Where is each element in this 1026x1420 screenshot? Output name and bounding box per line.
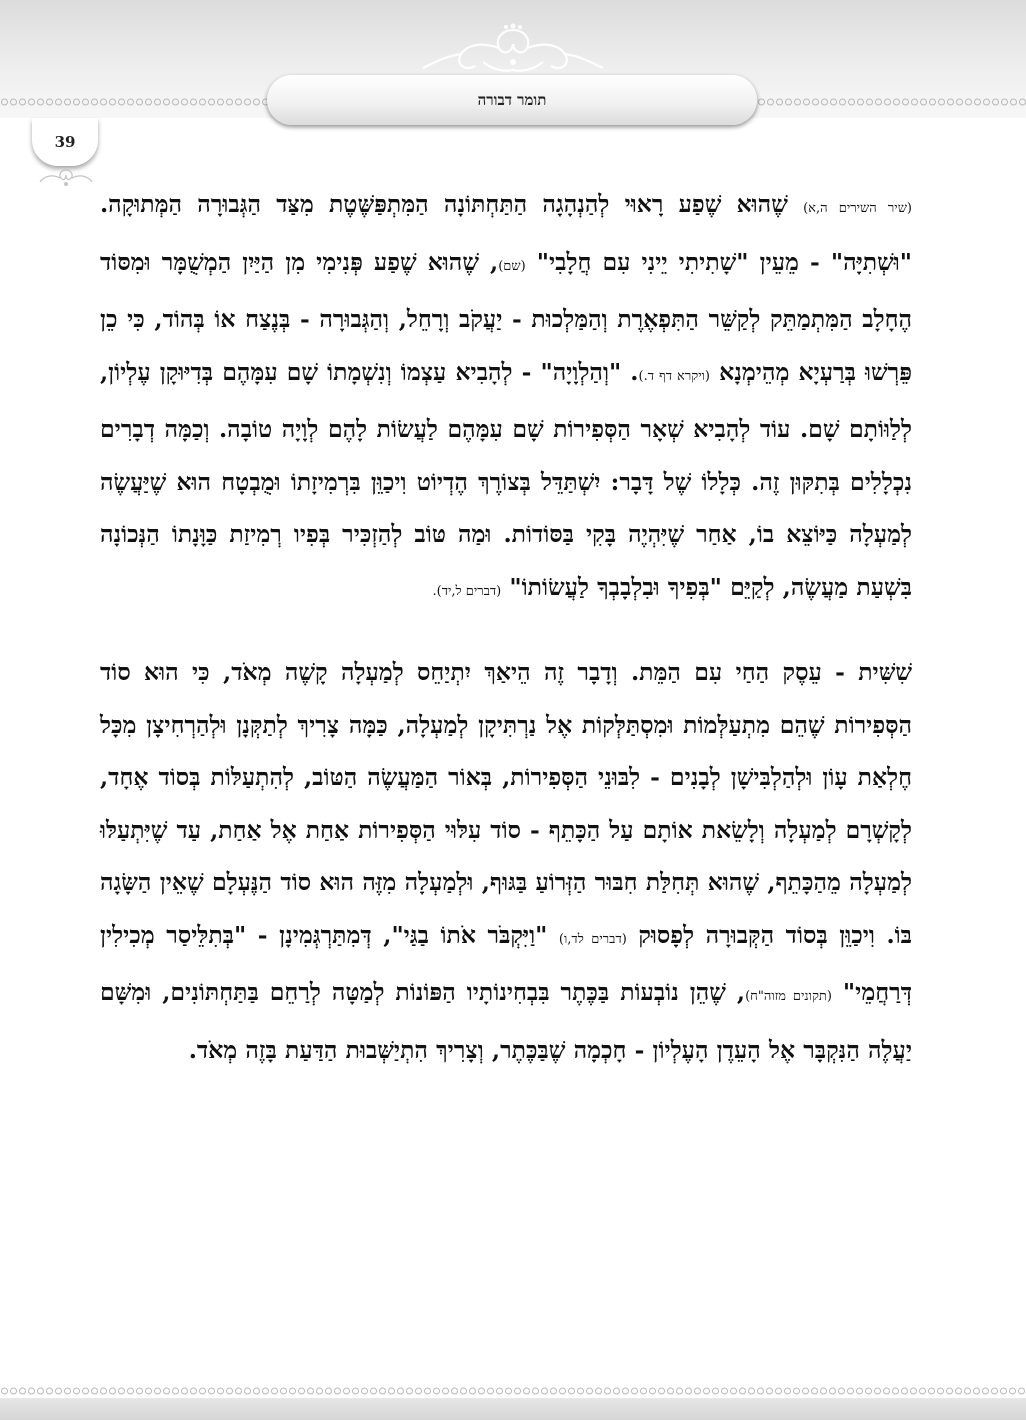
source-reference: (שיר השירים ה,א) (803, 201, 912, 216)
footer-band (0, 1398, 1026, 1420)
header-dots-right (757, 96, 1026, 108)
running-title (267, 75, 757, 125)
body-text (100, 178, 912, 1076)
source-reference: (ויקרא דף ד.) (638, 368, 711, 384)
text-run: , שֶׁהֵן נוֹבְעוֹת בַּכֶּתֶר בִּבְחִינוֹתָיו הַפּוֹנוֹת לְמַטָּה לְרַחֵם בַּתַּחְתּוֹנִים, וּמִשָּׁם יַעֲלֶה הַנִּקְבָּר אֶל הָעֵדֶן הָעֶלְיוֹן - חָכְמָה שֶׁבַּכֶּתֶר, וְצָרִיךְ הִתְיַשְּׁבוּת הַדַּעַת בָּזֶה מְאֹד. (100, 978, 912, 1064)
page-number-tab (32, 118, 98, 166)
text-run: שִׁשִּׁית - עֵסֶק הַחַי עִם הַמֵּת. וְדָבָר זֶה הֵיאַךְ יִתְיַחֵס לְמַעְלָה קָשֶׁה מְאֹד, כִּי הוּא סוֹד הַסְּפִירוֹת שֶׁהֵם מִתְעַלְּמוֹת וּמִסְתַּלְּקוֹת אֶל נַרְתִּיקָן לְמַעְלָה, כַּמָּה צָרִיךְ לְתַקְּנָן וּלְהַרְחִיצָן מִכָּל חֶלְאַת עָוֹן וּלְהַלְבִּישָׁן לְבָנִים - לִבּוּנֵי הַסְּפִירוֹת, בְּאוֹר הַמַּעֲשֶׂה הַטּוֹב, לְהִתְעַלּוֹת בְּסוֹד אֶחָד, לְקָשְׁרָם לְמַעְלָה וְלָשֵׂאת אוֹתָם עַל הַכָּתֵף - סוֹד עִלּוּי הַסְּפִירוֹת אַחַת אֶל אַחַת, עַד שֶׁיִּתְעַלּוּ לְמַעְלָה מֵהַכָּתֵף, שֶׁהוּא תְּחִלַּת חִבּוּר הַזְּרוֹעַ בַּגּוּף, וּלְמַעְלָה מִזֶּה הוּא סוֹד הַנֶּעְלָם שֶׁאֵין הַשָּׂגָה בּוֹ. וִיכַוֵּן בְּסוֹד הַקְּבוּרָה לְפָסוּק (100, 658, 912, 949)
source-reference: (דברים לד,ו) (558, 931, 627, 947)
header-dots-left (0, 96, 270, 108)
book-title: תומר דבורה (477, 90, 547, 109)
source-reference: (שם) (498, 258, 526, 274)
text-run: שֶׁהוּא שֶׁפַע רָאוּי לְהַנְהָגָה הַתַּחְתּוֹנָה הַמִּתְפַּשֶּׁטֶת מִצַּד הַגְּבוּרָה הַמְּתוּקָה. "וּשְׁתִיָּה" - מֵעֵין "שָׁתִיתִי יֵינִי עִם חֲלָבִי" (100, 190, 912, 276)
source-reference: (תקונים מזוה"ח) (745, 989, 832, 1004)
page-tab-ornament (38, 166, 94, 190)
source-reference: (דברים ל,יד). (432, 583, 502, 599)
page-number: 39 (54, 133, 76, 151)
footer-dots (0, 1384, 1026, 1398)
header-ornament (413, 22, 613, 82)
text-run: , שֶׁהוּא שֶׁפַע פְּנִימִי מִן הַיַּיִן הַמְשֻׁמָּר וּמִסּוֹד הֶחָלָב הַמִּתְמַתֵּק לְקַשֵּׁר הַתִּפְאֶרֶת וְהַמַּלְכוּת - יַעֲקֹב וְרָחֵל, וְהַגְּבוּרָה - בְּנֶצַח אוֹ בְּהוֹד, כִּי כֵן פֵּרְשׁוּ בְּרַעְיָא מְהֵימְנָא (100, 247, 912, 386)
text-run: . "וְהַלְוָיָה" - לְהָבִיא עַצְמוֹ וְנִשְׁמָתוֹ שָׁם עִמָּהֶם בְּדִיּוּקָן עֶלְיוֹן, לְלַוּוֹתָם שָׁם. עוֹד לְהָבִיא שְׁאָר הַסְּפִירוֹת שָׁם עִמָּהֶם לַעֲשׂוֹת לָהֶם לְוָיָה טוֹבָה. וְכַמָּה דְבָרִים נִכְלָלִים בְּתִקּוּן זֶה. כְּלָלוֹ שֶׁל דָּבָר: יִשְׁתַּדֵּל בְּצוֹרֶךְ הֶדְיוֹט וִיכַוֵּן בִּרְמִיזָתוֹ וּמֻבְטָח הוּא שֶׁיַּעֲשֶׂה לְמַעְלָה כַּיּוֹצֵא בוֹ, אַחַר שֶׁיִּהְיֶה בָּקִי בַּסּוֹדוֹת. וּמַה טּוֹב לְהַזְכִּיר בְּפִיו רְמִיזַת כַּוָּנָתוֹ הַנְּכוֹנָה בִּשְׁעַת מַעֲשֶׂה, לְקַיֵּם "בְּפִיךָ וּבִלְבָבְךָ לַעֲשׂוֹתוֹ" (100, 357, 912, 601)
paragraph (100, 178, 912, 618)
text-run: "וַיִּקְבֹּר אֹתוֹ בַגַּי", דְּמִתַּרְגְּמִינָן - "בְּתִלֵּיסַר מְכִילִין דְּרַחֲמֵי" (100, 920, 912, 1006)
paragraph (100, 646, 912, 1076)
